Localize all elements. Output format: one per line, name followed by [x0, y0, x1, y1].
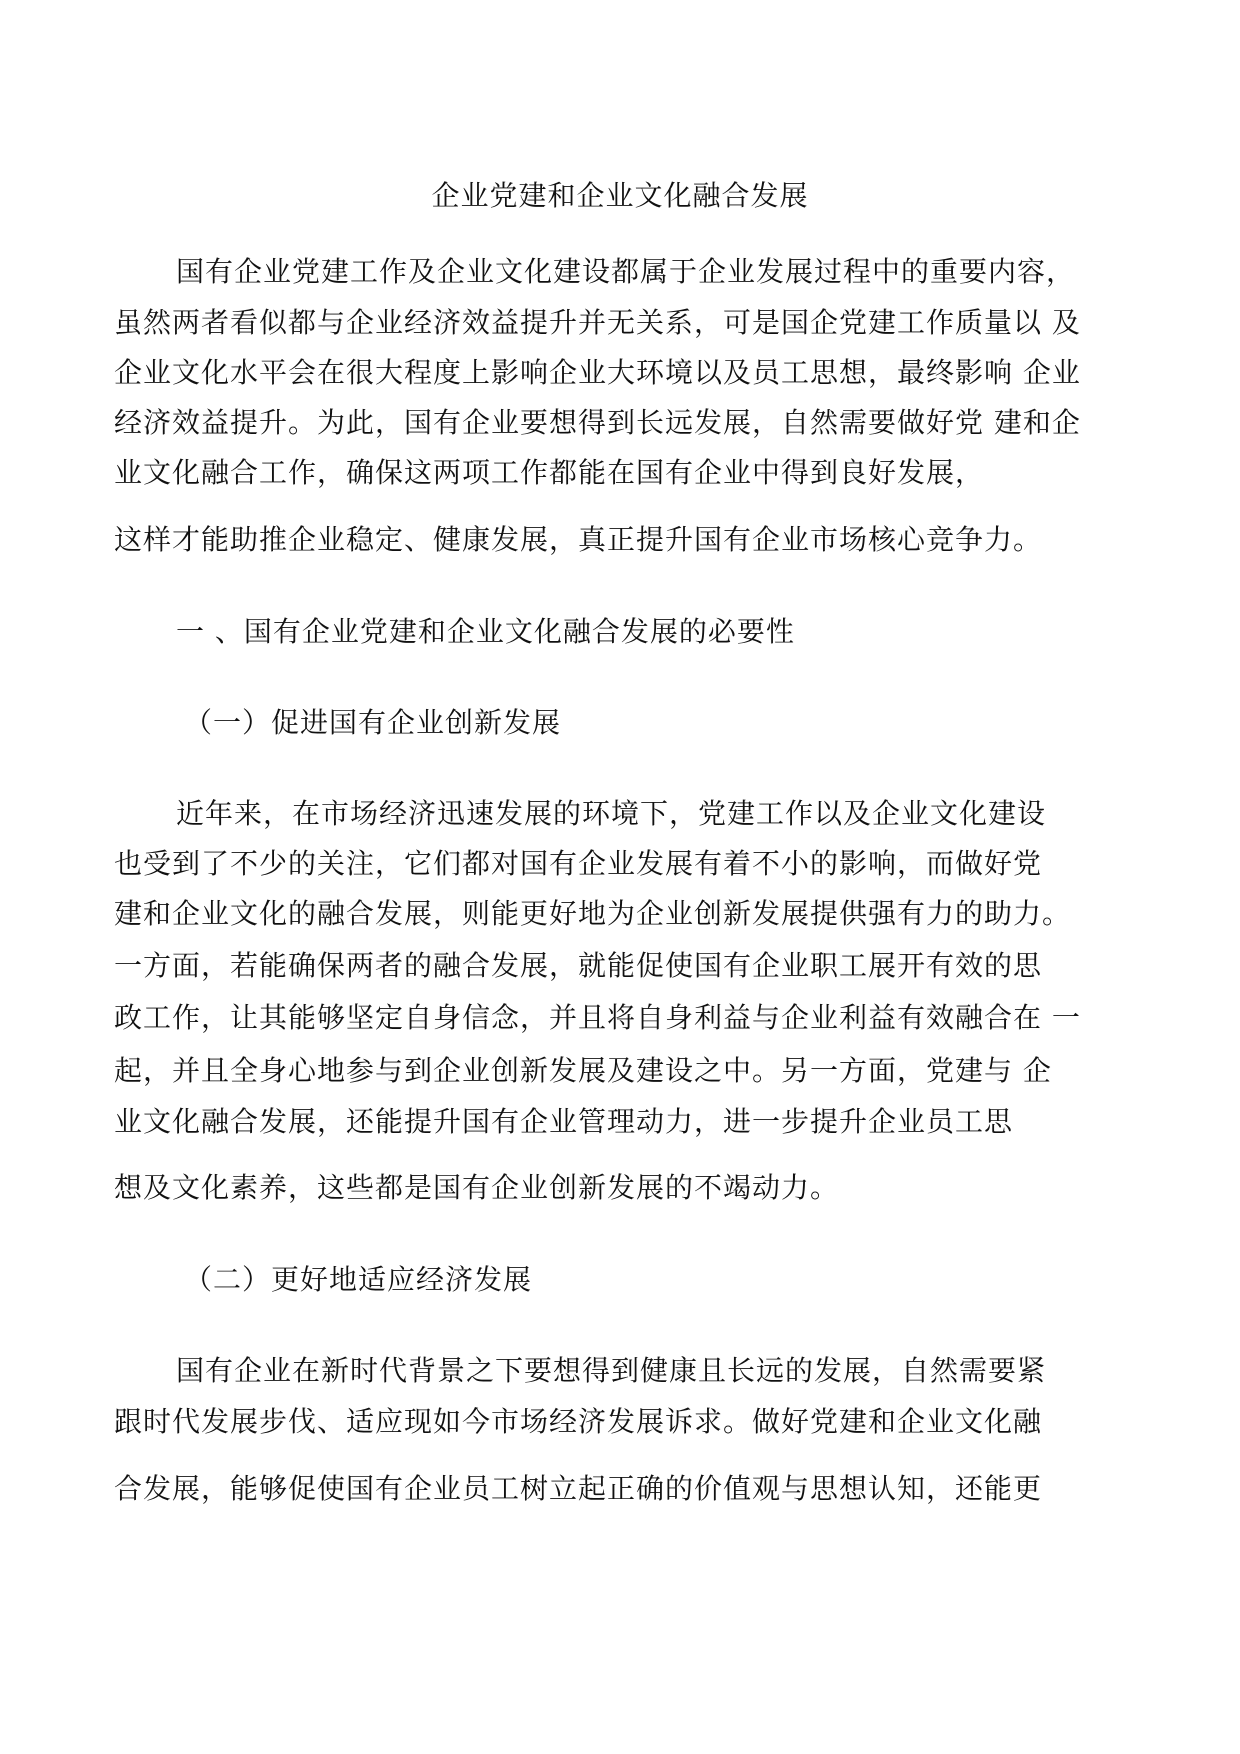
text-line: 合发展，能够促使国有企业员工树立起正确的价值观与思想认知，还能更: [114, 1472, 1043, 1505]
document-title: 企业党建和企业文化融合发展: [431, 179, 809, 212]
text-line: 业文化融合工作，确保这两项工作都能在国有企业中得到良好发展，: [114, 456, 985, 489]
text-line: 国有企业党建工作及企业文化建设都属于企业发展过程中的重要内容，: [176, 255, 1076, 288]
text-line: 政工作，让其能够坚定自身信念，并且将自身利益与企业利益有效融合在 一: [114, 1001, 1081, 1034]
text-line: 企业文化水平会在很大程度上影响企业大环境以及员工思想，最终影响 企业: [114, 356, 1081, 389]
text-line: 国有企业在新时代背景之下要想得到健康且长远的发展，自然需要紧: [176, 1354, 1047, 1387]
text-line: 建和企业文化的融合发展，则能更好地为企业创新发展提供强有力的助力。: [114, 897, 1072, 930]
text-line: 经济效益提升。为此，国有企业要想得到长远发展，自然需要做好党 建和企: [114, 406, 1081, 439]
text-line: 起，并且全身心地参与到企业创新发展及建设之中。另一方面，党建与 企: [114, 1054, 1052, 1087]
text-line: 想及文化素养，这些都是国有企业创新发展的不竭动力。: [114, 1171, 840, 1204]
subsection-heading: （二）更好地适应经济发展: [184, 1263, 533, 1296]
text-line: 虽然两者看似都与企业经济效益提升并无关系，可是国企党建工作质量以 及: [114, 306, 1081, 339]
text-line: 也受到了不少的关注，它们都对国有企业发展有着不小的影响，而做好党: [114, 847, 1043, 880]
text-line: 跟时代发展步伐、适应现如今市场经济发展诉求。做好党建和企业文化融: [114, 1405, 1043, 1438]
text-line: 近年来，在市场经济迅速发展的环境下，党建工作以及企业文化建设: [176, 797, 1047, 830]
section-heading: 一 、国有企业党建和企业文化融合发展的必要性: [176, 615, 795, 648]
text-line: 一方面，若能确保两者的融合发展，就能促使国有企业职工展开有效的思: [114, 949, 1043, 982]
text-line: 业文化融合发展，还能提升国有企业管理动力，进一步提升企业员工思: [114, 1105, 1014, 1138]
text-line: 这样才能助推企业稳定、健康发展，真正提升国有企业市场核心竞争力。: [114, 523, 1043, 556]
subsection-heading: （一）促进国有企业创新发展: [184, 706, 562, 739]
